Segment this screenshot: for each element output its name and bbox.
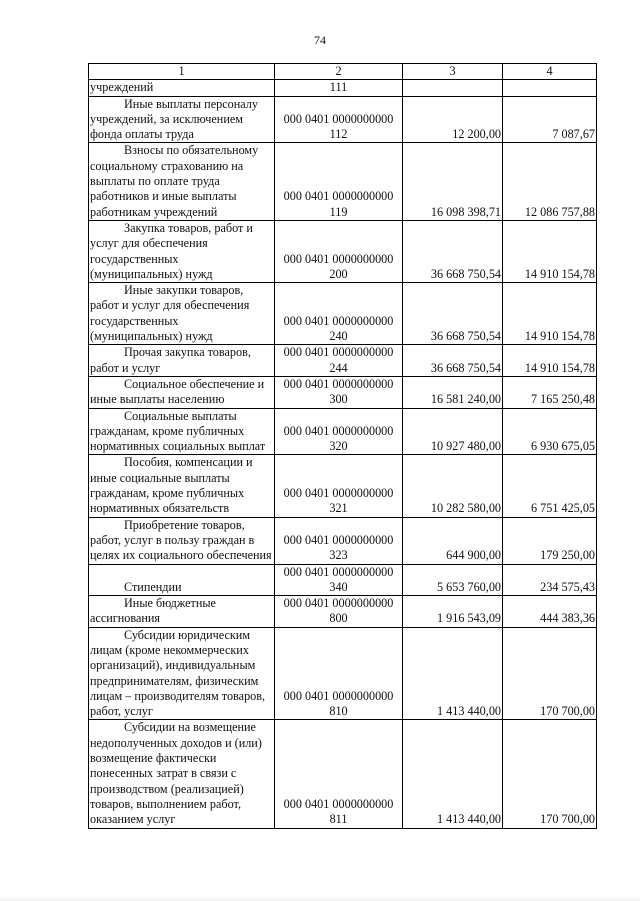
budget-code: 000 0401 0000000000 <box>283 111 394 126</box>
amount-col4 <box>503 80 597 96</box>
expense-name: Прочая закупка товаров, работ и услуг <box>90 345 251 375</box>
table-row <box>89 627 597 720</box>
table-row <box>89 376 597 408</box>
budget-code-cell <box>275 720 403 828</box>
expense-name: Пособия, компенсации и иные социальные выплаты гражданам, кроме публичных нормативных обязательств <box>90 455 253 516</box>
expense-name-cell <box>89 596 275 628</box>
budget-code: 000 0401 0000000000 <box>283 189 394 204</box>
expense-name-cell <box>89 283 275 345</box>
expense-name: Субсидии на возмещение недополученных доходов и (или) возмещение фактически понесенных затрат в связи с производством (реализацией) товаров, выполнением работ, оказанием услуг <box>90 720 262 827</box>
table-row <box>89 596 597 628</box>
amount-col3: 36 668 750,54 <box>403 345 503 377</box>
amount-col4: 170 700,00 <box>503 627 597 720</box>
amount-col3: 644 900,00 <box>403 517 503 564</box>
budget-code-cell <box>275 517 403 564</box>
expense-name: Социальные выплаты гражданам, кроме публичных нормативных социальных выплат <box>90 408 266 454</box>
table-row <box>89 408 597 455</box>
budget-code-cell <box>275 220 403 282</box>
expense-type-code: 119 <box>329 204 348 219</box>
expense-name: Иные закупки товаров, работ и услуг для обеспечения государственных (муниципальных) нужд <box>90 283 250 344</box>
amount-col4: 170 700,00 <box>503 720 597 828</box>
expense-name-cell <box>89 345 275 377</box>
expense-name: Субсидии юридическим лицам (кроме некоммерческих организаций), индивидуальным предпринимателям, физическим лицам – производителям товаров, работ, услуг <box>90 627 266 719</box>
budget-code-cell <box>275 408 403 455</box>
budget-code: 000 0401 0000000000 <box>283 423 394 438</box>
budget-code-cell <box>275 143 403 220</box>
table-row <box>89 283 597 345</box>
table-row <box>89 564 597 596</box>
budget-code: 000 0401 0000000000 <box>283 796 394 811</box>
column-header-1: 1 <box>89 64 275 80</box>
expense-type-code: 323 <box>329 548 348 563</box>
budget-code-cell <box>275 80 403 96</box>
expense-name: Приобретение товаров, работ, услуг в пользу граждан в целях их социального обеспечения <box>90 517 272 563</box>
table-row <box>89 80 597 96</box>
amount-col4: 14 910 154,78 <box>503 283 597 345</box>
expense-type-code: 811 <box>329 812 348 827</box>
amount-col4: 6 930 675,05 <box>503 408 597 455</box>
expense-name-cell <box>89 80 275 96</box>
amount-col3: 10 927 480,00 <box>403 408 503 455</box>
amount-col3: 1 413 440,00 <box>403 627 503 720</box>
expense-type-code: 321 <box>329 501 348 516</box>
amount-col4: 7 087,67 <box>503 96 597 143</box>
expense-type-code: 340 <box>329 579 348 594</box>
expense-name-cell <box>89 455 275 517</box>
budget-table <box>88 63 597 829</box>
scan-edge <box>0 895 640 901</box>
table-row <box>89 220 597 282</box>
expense-name-cell <box>89 220 275 282</box>
amount-col3: 1 413 440,00 <box>403 720 503 828</box>
budget-code-cell <box>275 283 403 345</box>
table-row <box>89 720 597 828</box>
amount-col4: 12 086 757,88 <box>503 143 597 220</box>
budget-code-cell <box>275 596 403 628</box>
expense-name-cell <box>89 564 275 596</box>
expense-type-code: 300 <box>329 392 348 407</box>
expense-name: Стипендии <box>124 579 182 594</box>
amount-col3: 1 916 543,09 <box>403 596 503 628</box>
expense-type-code: 200 <box>329 266 348 281</box>
amount-col3: 16 098 398,71 <box>403 143 503 220</box>
expense-name-cell <box>89 627 275 720</box>
table-row <box>89 96 597 143</box>
amount-col3: 5 653 760,00 <box>403 564 503 596</box>
table-body <box>89 80 597 828</box>
budget-code: 000 0401 0000000000 <box>283 313 394 328</box>
expense-type-code: 800 <box>329 611 348 626</box>
amount-col4: 7 165 250,48 <box>503 376 597 408</box>
budget-code: 000 0401 0000000000 <box>283 486 394 501</box>
amount-col4: 444 383,36 <box>503 596 597 628</box>
column-header-3: 3 <box>403 64 503 80</box>
budget-code-cell <box>275 627 403 720</box>
budget-code-cell <box>275 455 403 517</box>
budget-code-cell <box>275 564 403 596</box>
expense-type-code: 111 <box>329 80 348 95</box>
expense-name: Иные выплаты персоналу учреждений, за исключением фонда оплаты труда <box>90 96 258 142</box>
expense-name-cell <box>89 408 275 455</box>
column-header-2: 2 <box>275 64 403 80</box>
amount-col4: 234 575,43 <box>503 564 597 596</box>
expense-type-code: 810 <box>329 704 348 719</box>
amount-col3: 10 282 580,00 <box>403 455 503 517</box>
expense-name-cell <box>89 376 275 408</box>
amount-col3: 36 668 750,54 <box>403 220 503 282</box>
table-row <box>89 345 597 377</box>
expense-name: учреждений <box>90 80 154 95</box>
budget-code: 000 0401 0000000000 <box>283 376 394 391</box>
expense-name: Взносы по обязательному социальному страхованию на выплаты по оплате труда работников и иные выплаты работникам учреждений <box>90 143 259 219</box>
budget-code: 000 0401 0000000000 <box>283 564 394 579</box>
expense-type-code: 320 <box>329 439 348 454</box>
expense-name-cell <box>89 96 275 143</box>
expense-name: Социальное обеспечение и иные выплаты населению <box>90 376 265 407</box>
amount-col4: 14 910 154,78 <box>503 220 597 282</box>
expense-name: Закупка товаров, работ и услуг для обеспечения государственных (муниципальных) нужд <box>90 220 253 281</box>
amount-col3: 16 581 240,00 <box>403 376 503 408</box>
table-header <box>89 64 597 80</box>
expense-name-cell <box>89 143 275 220</box>
table-row <box>89 143 597 220</box>
budget-code-cell <box>275 376 403 408</box>
amount-col4: 179 250,00 <box>503 517 597 564</box>
expense-type-code: 112 <box>329 127 348 142</box>
amount-col3: 12 200,00 <box>403 96 503 143</box>
amount-col4: 14 910 154,78 <box>503 345 597 377</box>
amount-col3: 36 668 750,54 <box>403 283 503 345</box>
budget-code: 000 0401 0000000000 <box>283 532 394 547</box>
budget-code: 000 0401 0000000000 <box>283 596 394 611</box>
budget-code: 000 0401 0000000000 <box>283 251 394 266</box>
expense-name-cell <box>89 720 275 828</box>
column-header-4: 4 <box>503 64 597 80</box>
amount-col4: 6 751 425,05 <box>503 455 597 517</box>
budget-code-cell <box>275 345 403 377</box>
budget-code: 000 0401 0000000000 <box>283 688 394 703</box>
header-row <box>89 64 597 80</box>
amount-col3 <box>403 80 503 96</box>
table-row <box>89 517 597 564</box>
expense-name: Иные бюджетные ассигнования <box>90 596 216 626</box>
table-row <box>89 455 597 517</box>
expense-type-code: 240 <box>329 329 348 344</box>
budget-code-cell <box>275 96 403 143</box>
page-number: 74 <box>314 33 326 47</box>
expense-type-code: 244 <box>329 360 348 375</box>
budget-code: 000 0401 0000000000 <box>283 345 394 360</box>
expense-name-cell <box>89 517 275 564</box>
